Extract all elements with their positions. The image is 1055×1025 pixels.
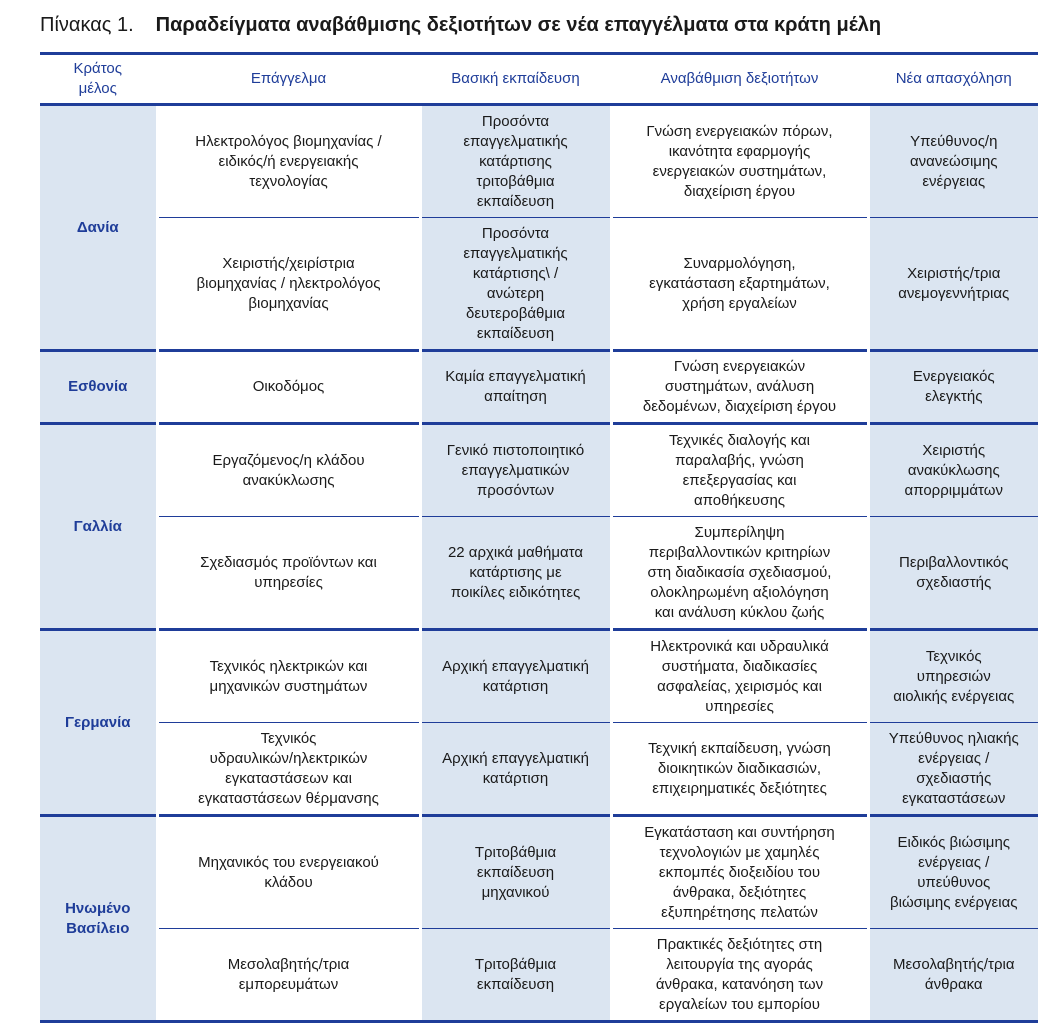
cell-line: Τριτοβάθμια: [474, 843, 557, 861]
cell-line: Μεσολαβητής/τρια: [227, 955, 350, 973]
cell-education: [420, 723, 611, 816]
cell-line: εργαλείων του εμπορίου: [659, 995, 820, 1013]
cell-education: [420, 218, 611, 351]
cell-line: ανακύκλωσης: [907, 461, 1000, 479]
table-row: [40, 816, 1038, 929]
cell-line: Γενικό πιστοποιητικό: [446, 441, 585, 459]
cell-line: παραλαβής, γνώση: [675, 451, 804, 469]
cell-line: Τεχνικές διαλογής και: [668, 431, 811, 449]
cell-new-job: [868, 351, 1038, 424]
cell-line: απορριμμάτων: [904, 481, 1003, 499]
cell-line: Ηνωμένο: [65, 899, 131, 917]
table-row: [40, 630, 1038, 723]
cell-line: περιβαλλοντικών κριτηρίων: [648, 543, 831, 561]
cell-line: Συναρμολόγηση,: [683, 254, 796, 272]
cell-line: Ενεργειακός: [912, 368, 995, 385]
cell-line: Μηχανικός του ενεργειακού: [198, 853, 379, 871]
cell-line: ανανεώσιμης: [909, 152, 998, 170]
cell-line: εκπαίδευση: [476, 975, 555, 993]
table-body: [40, 105, 1038, 1022]
cell-line: επιχειρηματικές δεξιότητες: [652, 779, 827, 797]
cell-line: Προσόντα: [481, 224, 550, 242]
cell-line: Εσθονία: [68, 378, 128, 395]
cell-education: [420, 424, 611, 517]
cell-line: άνθρακα: [924, 975, 983, 993]
cell-new-job: [868, 517, 1038, 630]
cell-line: Δανία: [76, 218, 119, 236]
cell-upskilling: [611, 351, 868, 424]
cell-line: τεχνολογίας: [249, 172, 328, 190]
cell-line: δευτεροβάθμια: [465, 304, 566, 322]
cell-line: Εργαζόμενος/η κλάδου: [212, 451, 365, 469]
cell-line: επαγγελματικής: [463, 132, 568, 150]
cell-line: χρήση εργαλείων: [682, 294, 797, 312]
cell-line: και ανάλυση κύκλου ζωής: [654, 603, 825, 621]
cell-line: Γνώση ενεργειακών πόρων,: [646, 122, 833, 140]
table-caption: [40, 11, 881, 39]
cell-line: επεξεργασίας και: [682, 471, 797, 489]
cell-line: απαίτηση: [484, 388, 547, 405]
cell-line: εγκαταστάσεων και: [225, 769, 352, 787]
cell-line: εξυπηρέτησης πελατών: [661, 903, 818, 921]
cell-line: Τεχνικός ηλεκτρικών και: [209, 657, 368, 675]
header-upskilling: Αναβάθμιση δεξιοτήτων: [611, 54, 868, 105]
cell-upskilling: [611, 105, 868, 218]
cell-line: εκπαίδευση: [476, 324, 555, 342]
cell-line: Βασίλειο: [66, 919, 130, 937]
cell-occupation: [157, 816, 420, 929]
cell-line: Μεσολαβητής/τρια: [892, 955, 1015, 973]
cell-line: ελεγκτής: [925, 388, 983, 405]
cell-new-job: [868, 929, 1038, 1022]
cell-line: σχεδιαστής: [916, 769, 992, 787]
cell-line: βιομηχανίας / ηλεκτρολόγος: [196, 274, 381, 292]
cell-line: εγκατάσταση εξαρτημάτων,: [649, 274, 830, 292]
skills-table: [40, 52, 1038, 1023]
cell-line: Αρχική επαγγελματική: [442, 749, 589, 767]
cell-line: σχεδιαστής: [916, 573, 992, 591]
cell-line: λειτουργία της αγοράς: [666, 955, 813, 973]
cell-line: υπηρεσίες: [705, 697, 774, 715]
cell-education: [420, 929, 611, 1022]
table-row: [40, 723, 1038, 816]
table-row: [40, 517, 1038, 630]
cell-line: Χειριστής/τρια: [907, 264, 1001, 282]
cell-occupation: [157, 723, 420, 816]
cell-line: υπηρεσιών: [916, 667, 991, 685]
cell-line: Τριτοβάθμια: [474, 955, 557, 973]
cell-line: κατάρτισης: [479, 152, 552, 170]
cell-line: Γερμανία: [64, 713, 131, 731]
cell-line: Τεχνικός: [925, 647, 982, 665]
cell-country: [40, 630, 157, 816]
header-occupation: Επάγγελμα: [157, 54, 420, 105]
header-country-line: μέλος: [78, 80, 117, 97]
cell-line: Ειδικός βιώσιμης: [897, 833, 1011, 851]
cell-line: Προσόντα: [481, 112, 550, 130]
cell-line: επαγγελματικών: [461, 461, 570, 479]
cell-line: ανακύκλωσης: [242, 471, 335, 489]
cell-line: υπεύθυνος: [917, 873, 991, 891]
cell-education: [420, 630, 611, 723]
cell-line: εκπαίδευση: [476, 863, 555, 881]
cell-line: υδραυλικών/ηλεκτρικών: [209, 749, 368, 767]
cell-line: διαχείριση έργου: [683, 182, 796, 200]
cell-line: κατάρτιση: [482, 769, 549, 787]
cell-new-job: [868, 816, 1038, 929]
cell-line: εμπορευμάτων: [238, 975, 339, 993]
cell-line: μηχανικού: [481, 883, 550, 901]
header-country-line: Κράτος: [73, 60, 122, 77]
cell-line: βιώσιμης ενέργειας: [890, 893, 1018, 911]
cell-line: τριτοβάθμια: [476, 172, 555, 190]
cell-line: συστήματα, διαδικασίες: [661, 657, 818, 675]
caption-label: Πίνακας 1.: [40, 14, 134, 36]
cell-new-job: [868, 630, 1038, 723]
cell-new-job: [868, 424, 1038, 517]
cell-education: [420, 105, 611, 218]
cell-upskilling: [611, 424, 868, 517]
cell-line: Χειριστής: [922, 441, 986, 459]
cell-line: βιομηχανίας: [248, 294, 329, 312]
cell-line: Τεχνικός: [260, 729, 317, 747]
cell-line: ολοκληρωμένη αξιολόγηση: [650, 583, 829, 601]
cell-line: αιολικής ενέργειας: [893, 687, 1015, 705]
cell-line: Αρχική επαγγελματική: [442, 657, 589, 675]
cell-upskilling: [611, 723, 868, 816]
table-row: [40, 424, 1038, 517]
cell-line: Γνώση ενεργειακών: [673, 358, 806, 375]
cell-line: Εγκατάσταση και συντήρηση: [644, 823, 835, 841]
table-row: [40, 105, 1038, 218]
cell-line: ειδικός/ή ενεργειακής: [218, 152, 359, 170]
cell-line: 22 αρχικά μαθήματα: [447, 543, 584, 561]
cell-occupation: [157, 517, 420, 630]
cell-line: ικανότητα εφαρμογής: [668, 142, 811, 160]
cell-line: εκπομπές διοξειδίου του: [658, 863, 821, 881]
cell-line: κατάρτιση: [482, 677, 549, 695]
cell-line: ανεμογεννήτριας: [898, 284, 1010, 302]
cell-education: [420, 517, 611, 630]
cell-new-job: [868, 723, 1038, 816]
cell-line: ενέργειας /: [918, 853, 990, 871]
header-row: [40, 54, 1038, 105]
cell-line: Υπεύθυνος ηλιακής: [888, 729, 1019, 747]
cell-line: Περιβαλλοντικός: [899, 553, 1009, 571]
header-country: [40, 54, 157, 105]
cell-line: εκπαίδευση: [476, 192, 555, 210]
cell-occupation: [157, 351, 420, 424]
cell-line: ενεργειακών συστημάτων,: [652, 162, 827, 180]
cell-line: εγκαταστάσεων θέρμανσης: [198, 789, 379, 807]
cell-line: άνθρακα, κατανόηση των: [655, 975, 824, 993]
cell-country: [40, 816, 157, 1022]
cell-line: εγκαταστάσεων: [902, 789, 1006, 807]
cell-line: Συμπερίληψη: [694, 523, 785, 541]
cell-line: Τεχνική εκπαίδευση, γνώση: [648, 739, 831, 757]
cell-line: επαγγελματικής: [463, 244, 568, 262]
cell-line: Καμία επαγγελματική: [445, 368, 586, 385]
cell-country: [40, 351, 157, 424]
table-row: [40, 929, 1038, 1022]
header-education: Βασική εκπαίδευση: [420, 54, 611, 105]
cell-occupation: [157, 218, 420, 351]
cell-country: [40, 424, 157, 630]
cell-line: ποικίλες ειδικότητες: [450, 583, 581, 601]
table-row: [40, 218, 1038, 351]
cell-line: Χειριστής/χειρίστρια: [222, 254, 355, 272]
cell-line: ενέργειας: [922, 172, 986, 190]
cell-line: συστημάτων, ανάλυση: [664, 378, 815, 395]
cell-occupation: [157, 424, 420, 517]
cell-line: προσόντων: [476, 481, 555, 499]
cell-line: αποθήκευσης: [693, 491, 786, 509]
cell-line: κατάρτισης με: [469, 563, 562, 581]
cell-line: ανώτερη: [486, 284, 545, 302]
cell-line: ενέργειας /: [918, 749, 990, 767]
cell-line: ασφαλείας, χειρισμός και: [657, 677, 822, 695]
caption-title: Παραδείγματα αναβάθμισης δεξιοτήτων σε νέα επαγγέλματα στα κράτη μέλη: [155, 14, 882, 36]
cell-occupation: [157, 929, 420, 1022]
cell-line: Ηλεκτρολόγος βιομηχανίας /: [195, 132, 382, 150]
cell-upskilling: [611, 929, 868, 1022]
cell-line: Σχεδιασμός προϊόντων και: [200, 553, 377, 571]
table-row: [40, 351, 1038, 424]
cell-upskilling: [611, 517, 868, 630]
cell-line: υπηρεσίες: [254, 573, 323, 591]
cell-line: μηχανικών συστημάτων: [209, 677, 368, 695]
cell-upskilling: [611, 218, 868, 351]
cell-line: δεδομένων, διαχείριση έργου: [642, 398, 837, 415]
header-new-job: Νέα απασχόληση: [868, 54, 1038, 105]
cell-education: [420, 351, 611, 424]
cell-line: κλάδου: [264, 873, 313, 891]
cell-line: Γαλλία: [73, 517, 122, 535]
cell-new-job: [868, 105, 1038, 218]
cell-upskilling: [611, 816, 868, 929]
cell-line: Οικοδόμος: [252, 378, 325, 395]
cell-country: [40, 105, 157, 351]
cell-education: [420, 816, 611, 929]
cell-line: διοικητικών διαδικασιών,: [657, 759, 822, 777]
cell-line: τεχνολογιών με χαμηλές: [659, 843, 820, 861]
cell-line: Υπεύθυνος/η: [910, 132, 998, 150]
cell-upskilling: [611, 630, 868, 723]
cell-line: Ηλεκτρονικά και υδραυλικά: [650, 637, 829, 655]
cell-line: άνθρακα, δεξιότητες: [672, 883, 807, 901]
cell-line: στη διαδικασία σχεδιασμού,: [647, 563, 832, 581]
cell-occupation: [157, 630, 420, 723]
cell-line: Πρακτικές δεξιότητες στη: [656, 935, 823, 953]
cell-new-job: [868, 218, 1038, 351]
cell-occupation: [157, 105, 420, 218]
cell-line: κατάρτισης\ /: [472, 264, 559, 282]
